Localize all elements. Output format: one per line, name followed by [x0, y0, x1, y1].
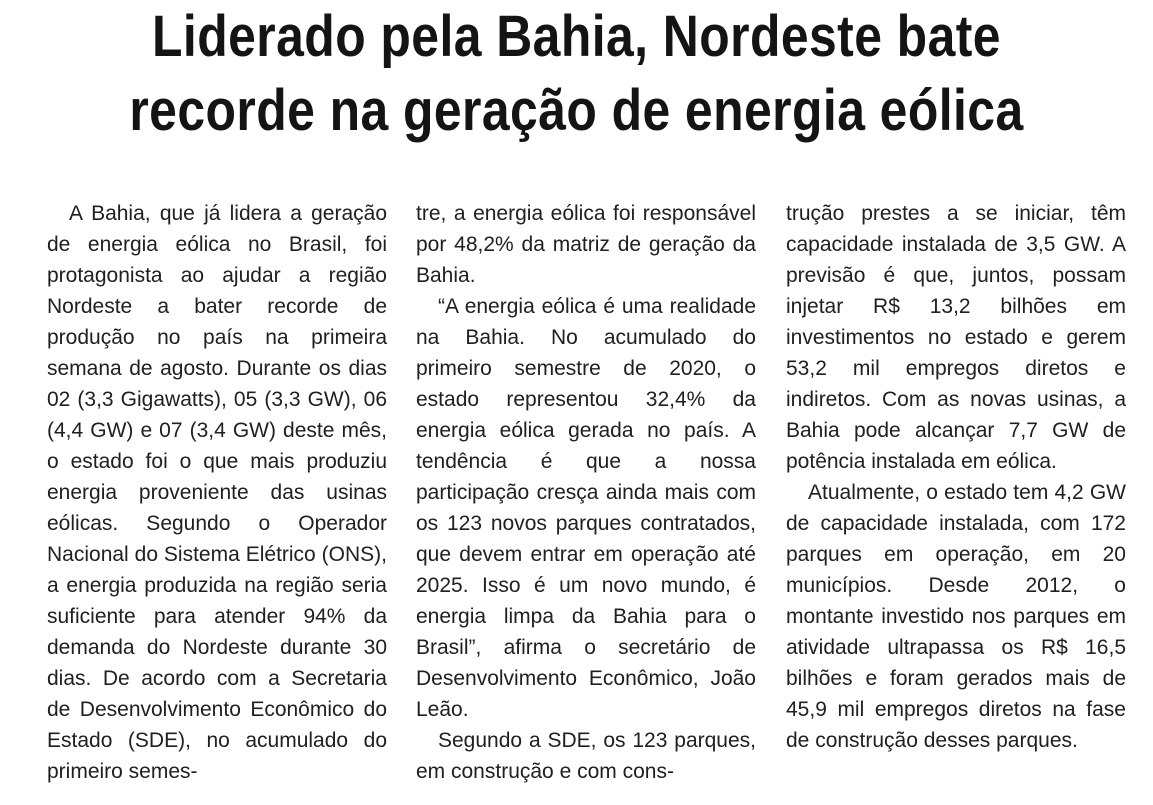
- paragraph-continued: trução prestes a se iniciar, têm capacidade instalada de 3,5 GW. A previsão é que, juntos, possam injetar R$ 13,2 bilhões em investimentos no estado e gerem 53,2 mil empregos diretos e indiretos. Com as novas usinas, a Bahia pode alcançar 7,7 GW de potência instalada em eólica.: [786, 202, 1126, 473]
- article-column-1: [47, 198, 387, 787]
- headline-line-2: recorde na geração de energia eólica: [129, 78, 1024, 143]
- paragraph: Segundo a SDE, os 123 parques, em construção e com cons-: [416, 729, 756, 783]
- paragraph-continued: tre, a energia eólica foi responsável por 48,2% da matriz de geração da Bahia.: [416, 202, 756, 287]
- paragraph: A Bahia, que já lidera a geração de energia eólica no Brasil, foi protagonista ao ajudar a região Nordeste a bater recorde de produção no país na primeira semana de agosto. Durante os dias 02 (3,3 Gigawatts), 05 (3,3 GW), 06 (4,4 GW) e 07 (3,4 GW) deste mês, o estado foi o que mais produziu energia proveniente das usinas eólicas. Segundo o Operador Nacional do Sistema Elétrico (ONS), a energia produzida na região seria suficiente para atender 94% da demanda do Nordeste durante 30 dias. De acordo com a Secretaria de Desenvolvimento Econômico do Estado (SDE), no acumulado do primeiro semes-: [47, 202, 387, 783]
- paragraph-quote: “A energia eólica é uma realidade na Bahia. No acumulado do primeiro semestre de 2020, o estado representou 32,4% da energia eólica gerada no país. A tendência é que a nossa participação cresça ainda mais com os 123 novos parques contratados, que devem entrar em operação até 2025. Isso é um novo mundo, é energia limpa da Bahia para o Brasil”, afirma o secretário de Desenvolvimento Econômico, João Leão.: [416, 295, 756, 721]
- article-column-2: [416, 198, 756, 787]
- headline-line-1: Liderado pela Bahia, Nordeste bate: [152, 4, 1001, 69]
- article-headline: [81, 0, 1073, 148]
- paragraph: Atualmente, o estado tem 4,2 GW de capacidade instalada, com 172 parques em operação, em 20 municípios. Desde 2012, o montante investido nos parques em atividade ultrapassa os R$ 16,5 bilhões e foram gerados mais de 45,9 mil empregos diretos na fase de construção desses parques.: [786, 481, 1126, 752]
- article-column-3: [786, 198, 1126, 756]
